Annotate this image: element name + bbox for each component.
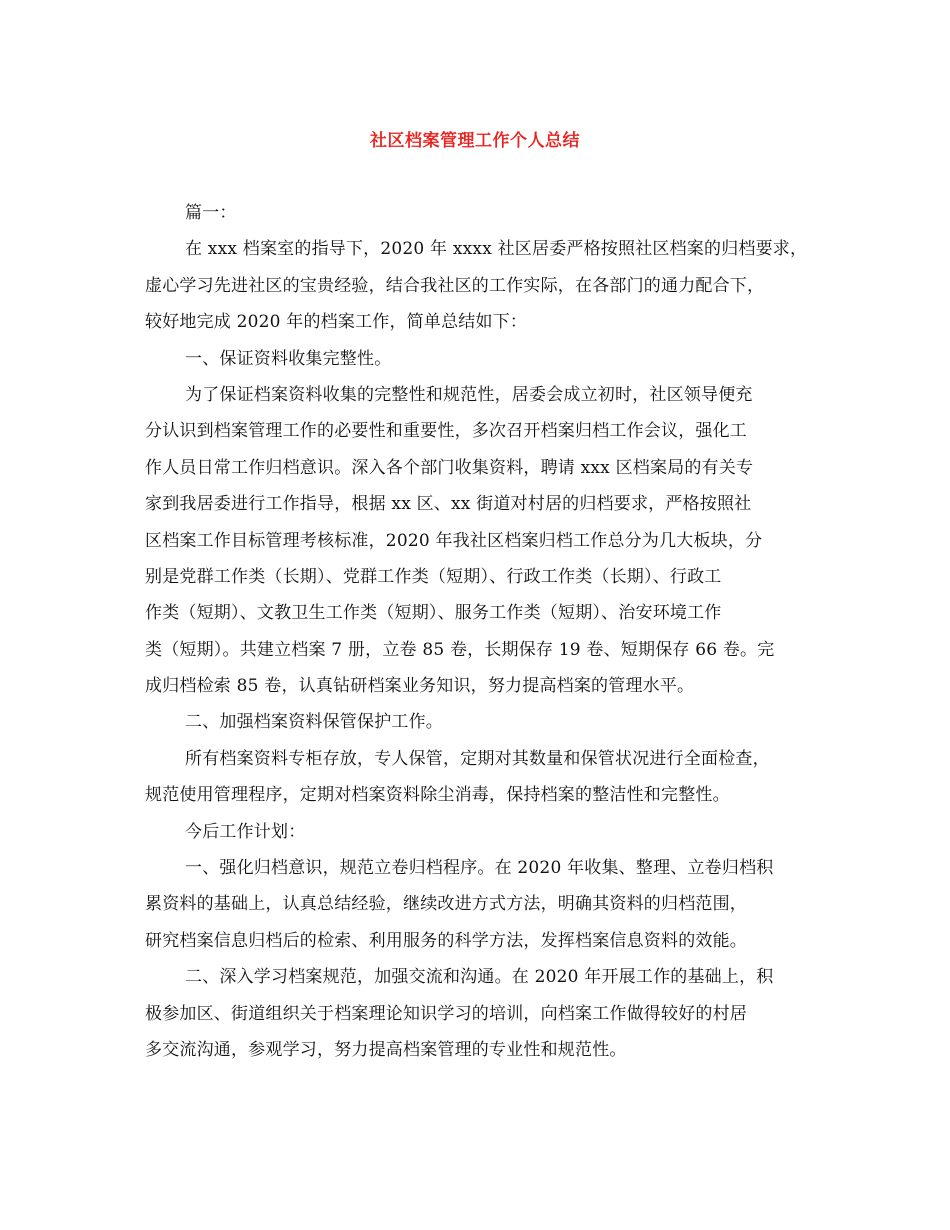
paragraph-line: 所有档案资料专柜存放，专人保管，定期对其数量和保管状况进行全面检查， xyxy=(185,748,770,769)
document-body xyxy=(145,195,807,1068)
paragraph-line: 累资料的基础上，认真总结经验，继续改进方式方法，明确其资料的归档范围， xyxy=(145,894,747,915)
paragraph-line: 二、深入学习档案规范，加强交流和沟通。在 2020 年开展工作的基础上，积 xyxy=(185,967,774,988)
section-heading: 今后工作计划： xyxy=(185,821,306,842)
paragraph-line: 研究档案信息归档后的检索、利用服务的科学方法，发挥档案信息资料的效能。 xyxy=(145,930,747,951)
paragraph-line: 极参加区、街道组织关于档案理论知识学习的培训，向档案工作做得较好的村居 xyxy=(145,1003,747,1024)
paragraph-line: 成归档检索 85 卷，认真钻研档案业务知识，努力提高档案的管理水平。 xyxy=(145,676,695,697)
paragraph-line: 作类（短期）、文教卫生工作类（短期）、服务工作类（短期）、治安环境工作 xyxy=(145,603,722,624)
paragraph-line: 一、强化归档意识，规范立卷归档程序。在 2020 年收集、整理、立卷归档积 xyxy=(185,858,774,879)
section-heading-part-one: 篇一： xyxy=(185,203,237,223)
section-heading: 二、加强档案资料保管保护工作。 xyxy=(185,712,443,733)
paragraph-line: 作人员日常工作归档意识。深入各个部门收集资料，聘请 xxx 区档案局的有关专 xyxy=(145,457,754,478)
paragraph-line: 区档案工作目标管理考核标准，2020 年我社区档案归档工作总分为几大板块，分 xyxy=(145,530,763,551)
paragraph-line: 类（短期）。共建立档案 7 册，立卷 85 卷，长期保存 19 卷、短期保存 66 卷。完 xyxy=(145,639,775,660)
paragraph-line: 在 xxx 档案室的指导下，2020 年 xxxx 社区居委严格按照社区档案的归档要求， xyxy=(185,239,808,260)
paragraph-line: 家到我居委进行工作指导，根据 xx 区、xx 街道对村居的归档要求，严格按照社 xyxy=(145,494,752,515)
document-title: 社区档案管理工作个人总结 xyxy=(370,131,580,151)
paragraph-line: 为了保证档案资料收集的完整性和规范性，居委会成立初时，社区领导便充 xyxy=(185,384,753,405)
paragraph-line: 多交流沟通，参观学习，努力提高档案管理的专业性和规范性。 xyxy=(145,1039,627,1060)
paragraph-line: 虚心学习先进社区的宝贵经验，结合我社区的工作实际，在各部门的通力配合下， xyxy=(145,275,765,296)
section-heading: 一、保证资料收集完整性。 xyxy=(185,348,392,369)
paragraph-line: 别是党群工作类（长期）、党群工作类（短期）、行政工作类（长期）、行政工 xyxy=(145,566,722,587)
paragraph-line: 分认识到档案管理工作的必要性和重要性，多次召开档案归档工作会议，强化工 xyxy=(145,421,747,442)
paragraph-line: 规范使用管理程序，定期对档案资料除尘消毒，保持档案的整洁性和完整性。 xyxy=(145,785,730,806)
paragraph-line: 较好地完成 2020 年的档案工作，简单总结如下： xyxy=(145,312,528,333)
